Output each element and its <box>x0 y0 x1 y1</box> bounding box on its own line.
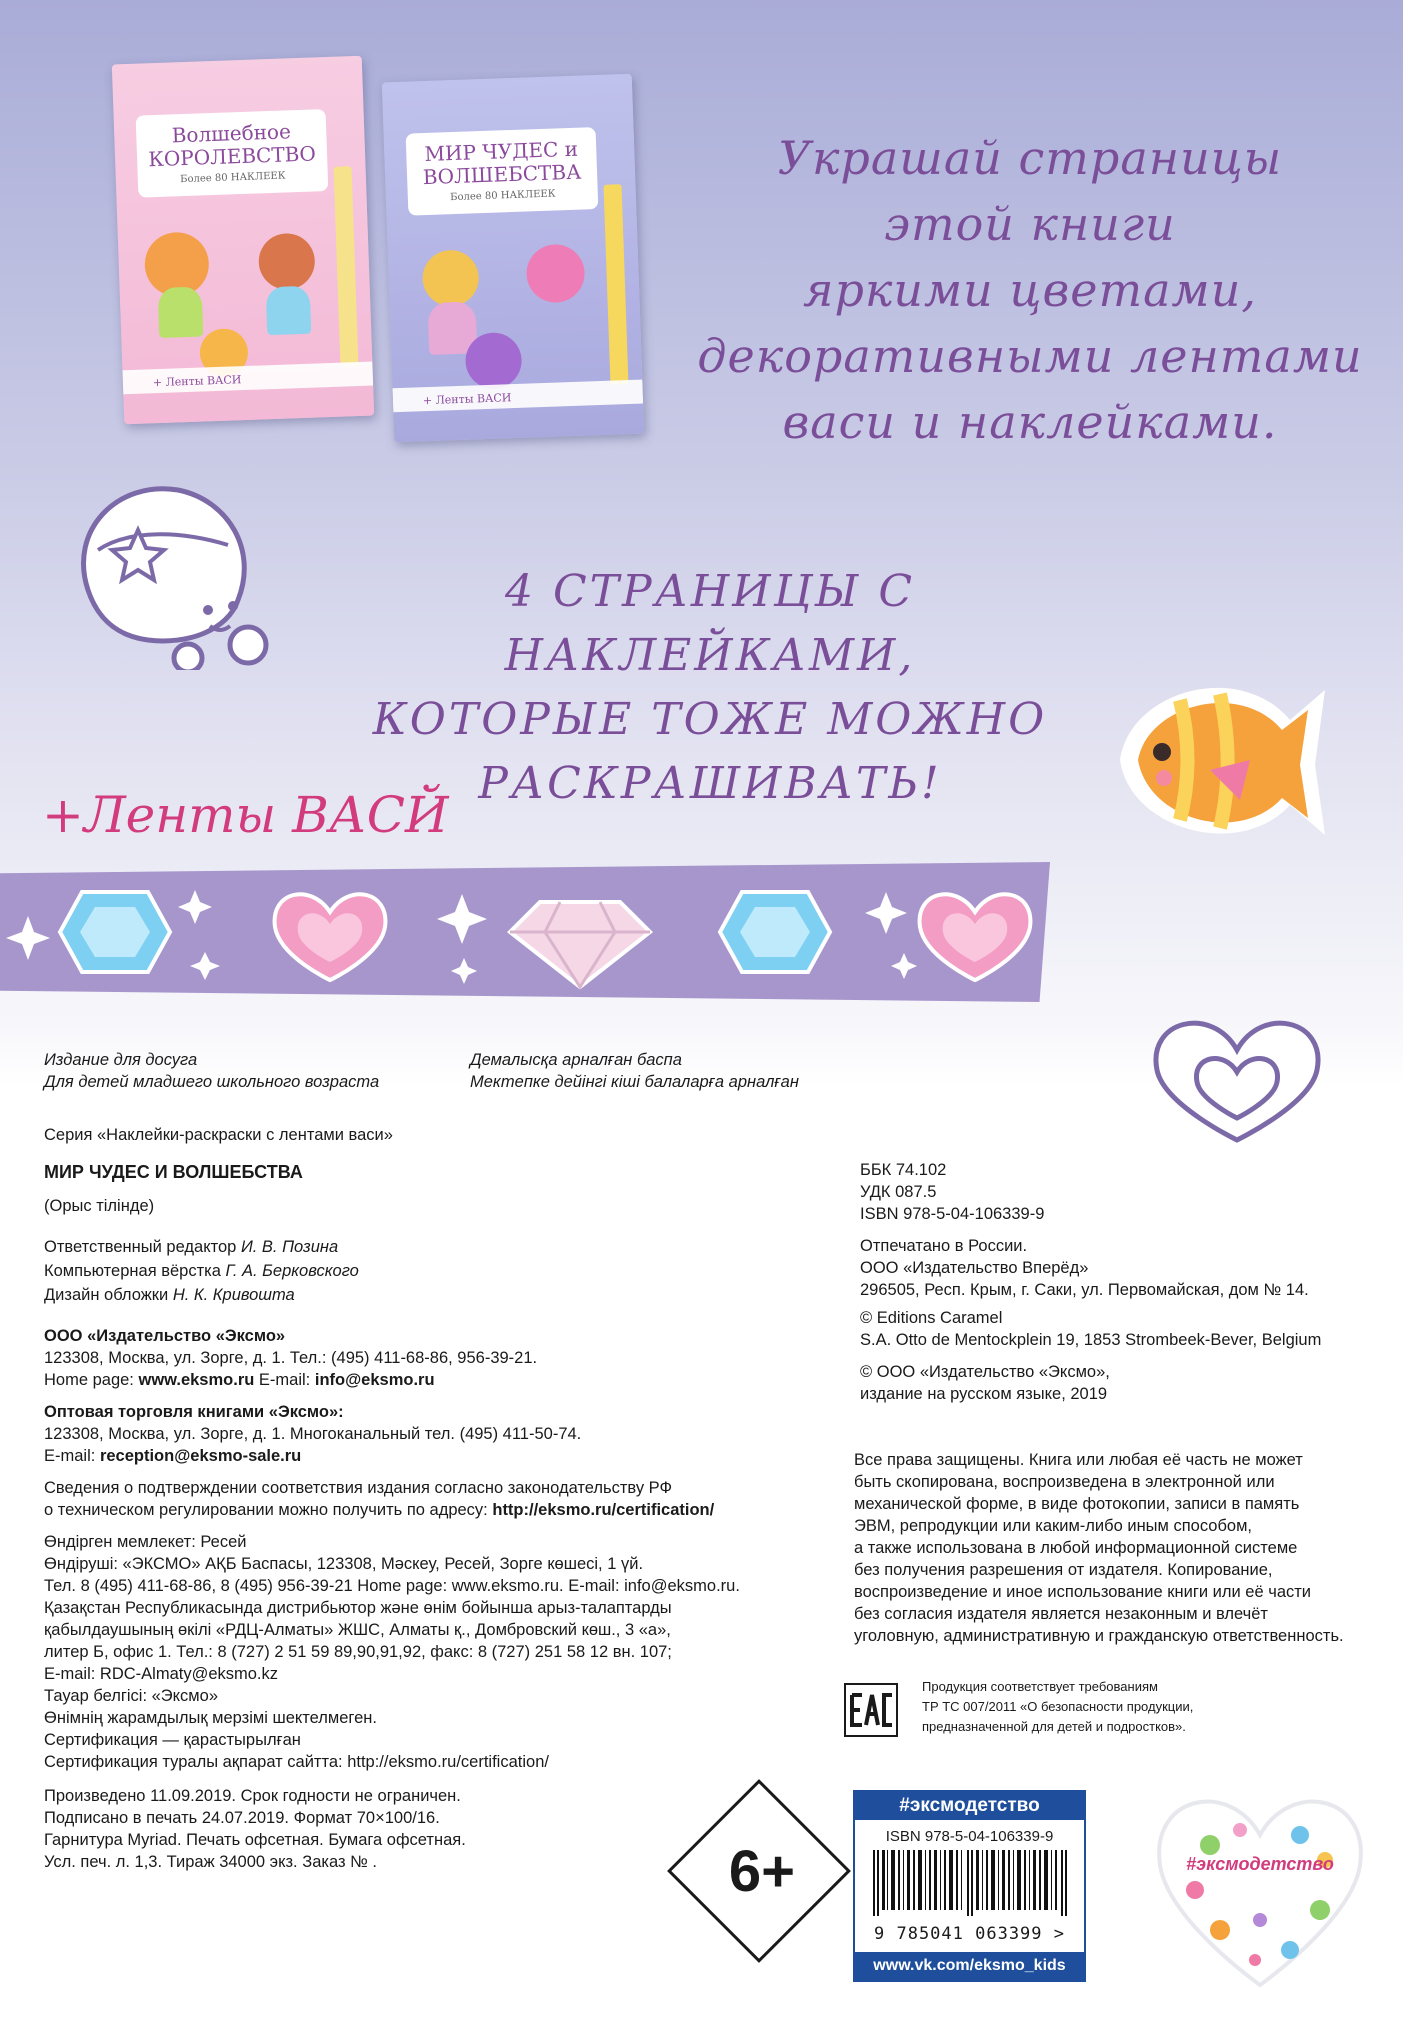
cover-line: Дизайн обложки Н. К. Кривошта <box>44 1286 295 1304</box>
age-kz: Мектепке дейінгі кіші балаларға арналған <box>470 1073 799 1091</box>
book-cover-magic-kingdom <box>112 56 374 425</box>
princess-sticker-icon <box>422 249 480 307</box>
hashtag: #эксмодетство <box>855 1792 1084 1820</box>
publisher-home-link[interactable]: www.eksmo.ru <box>138 1371 255 1389</box>
kz-line: Сертификация туралы ақпарат сайтта: http://eksmo.ru/certification/ <box>44 1753 549 1771</box>
book1-title: Волшебное КОРОЛЕВСТВО <box>147 119 317 172</box>
isbn: ISBN 978-5-04-106339-9 <box>860 1205 1045 1223</box>
rights-line: ЭВМ, репродукции или каким-либо иным способом, <box>854 1517 1252 1535</box>
washi-tape-pattern <box>0 862 1050 1002</box>
publisher-contacts: Home page: www.eksmo.ru E-mail: info@eksmo.ru <box>44 1371 435 1389</box>
editor-line: Ответственный редактор И. В. Позина <box>44 1238 339 1256</box>
princess-dress-icon <box>158 286 204 338</box>
kz-line: Тауар белгісі: «Эксмо» <box>44 1687 219 1705</box>
rights-line: Все права защищены. Книга или любая её часть не может <box>854 1451 1303 1469</box>
rights-line: механической форме, в виде фотокопии, записи в память <box>854 1495 1300 1513</box>
wholesale-email: E-mail: reception@eksmo-sale.ru <box>44 1447 302 1465</box>
publisher-email-link[interactable]: info@eksmo.ru <box>314 1371 435 1389</box>
heart-outline-icon <box>1142 1010 1332 1150</box>
kz-line: Өндіруші: «ЭКСМО» АҚБ Баспасы, 123308, Мәскеу, Ресей, Зорге көшесі, 1 үй. <box>44 1555 644 1573</box>
prod-line: Гарнитура Myriad. Печать офсетная. Бумага офсетная. <box>44 1831 466 1849</box>
printed-line: Отпечатано в России. <box>860 1237 1028 1255</box>
book2-sub: Более 80 НАКЛЕЕК <box>449 188 556 204</box>
heart-icon <box>275 894 386 980</box>
eac-text: Продукция соответствует требованиям <box>922 1679 1158 1694</box>
book2-title: МИР ЧУДЕС и ВОЛШЕБСТВА <box>422 136 582 190</box>
cert-line-1: Сведения о подтверждении соответствия издания согласно законодательству РФ <box>44 1479 673 1497</box>
rights-line: без согласия издателя является незаконным и влечёт <box>854 1605 1268 1623</box>
eac-mark-icon <box>844 1683 898 1737</box>
heart-logo-icon <box>1150 1790 1370 1990</box>
wholesale-name: Оптовая торговля книгами «Эксмо»: <box>44 1403 344 1421</box>
wholesale-address: 123308, Москва, ул. Зорге, д. 1. Многоканальный тел. (495) 411-50-74. <box>44 1425 582 1443</box>
mermaid-sticker-icon <box>526 244 586 304</box>
kz-line: қабылдаушының өкілі «РДЦ-Алматы» ЖШС, Алматы қ., Домбровский көш., 3 «а», <box>44 1621 671 1639</box>
kz-line: E-mail: RDC-Almaty@eksmo.kz <box>44 1665 279 1683</box>
printed-line: 296505, Респ. Крым, г. Саки, ул. Первомайская, дом № 14. <box>860 1281 1309 1299</box>
eac-text: ТР ТС 007/2011 «О безопасности продукции, <box>922 1699 1194 1714</box>
princess-dress-icon <box>266 286 312 336</box>
rights-line: без получения разрешения от издателя. Копирование, <box>854 1561 1273 1579</box>
gem-icon <box>720 892 830 972</box>
udk: УДК 087.5 <box>860 1183 937 1201</box>
rights-line: воспроизведение и иное использование книги или её части <box>854 1583 1312 1601</box>
leisure-ru: Издание для досуга <box>44 1051 198 1069</box>
heart-icon <box>920 894 1031 980</box>
washi-tape-title: +Ленты ВАСЙ <box>42 786 449 844</box>
bbk: ББК 74.102 <box>860 1161 947 1179</box>
kz-line: Тел. 8 (495) 411-68-86, 8 (495) 956-39-21 Home page: www.eksmo.ru. E-mail: info@eksmo.ru. <box>44 1577 740 1595</box>
princess-sticker-icon <box>258 233 316 291</box>
language: (Орыс тілінде) <box>44 1197 155 1215</box>
book2-strip: + Ленты ВАСИ <box>422 391 512 408</box>
caramel-line: © Editions Caramel <box>860 1309 1003 1327</box>
printed-line: ООО «Издательство Вперёд» <box>860 1259 1089 1277</box>
book1-sub: Более 80 НАКЛЕЕК <box>179 170 286 186</box>
kz-line: Өндірген мемлекет: Ресей <box>44 1533 247 1551</box>
prod-line: Произведено 11.09.2019. Срок годности не ограничен. <box>44 1787 461 1805</box>
series: Серия «Наклейки-раскраски с лентами васи» <box>44 1126 393 1144</box>
promo-decorate: Украшай страницы этой книги яркими цветами, декоративными лентами васи и наклейками. <box>697 131 1363 449</box>
heart-hashtag: #эксмодетство <box>1186 1854 1334 1874</box>
eac-text: предназначенной для детей и подростков». <box>922 1719 1186 1734</box>
cert-line-2: о техническом регулировании можно получить по адресу: http://eksmo.ru/certification/ <box>44 1501 715 1519</box>
age-rating: 6+ <box>728 1839 796 1904</box>
rights-line: быть скопирована, воспроизведена в электронной или <box>854 1473 1275 1491</box>
publisher-address: 123308, Москва, ул. Зорге, д. 1. Тел.: (495) 411-68-86, 956-39-21. <box>44 1349 538 1367</box>
leisure-kz: Демалысқа арналған баспа <box>470 1051 682 1069</box>
barcode-block <box>853 1790 1086 1982</box>
publisher-name: ООО «Издательство «Эксмо» <box>44 1327 286 1345</box>
book-cover-world-of-wonders <box>382 74 644 443</box>
mermaid-sticker-icon <box>465 332 523 390</box>
kz-line: Қазақстан Республикасында дистрибьютор және өнім бойынша арыз-талаптарды <box>44 1599 672 1617</box>
book1-strip: + Ленты ВАСИ <box>152 373 242 390</box>
copyright-line: издание на русском языке, 2019 <box>860 1385 1108 1403</box>
kz-line: Сертификация — қарастырылған <box>44 1731 301 1749</box>
barcode-isbn: ISBN 978-5-04-106339-9 <box>885 1828 1054 1845</box>
diamond-icon <box>510 902 650 987</box>
rights-line: а также использована в любой информационной системе <box>854 1539 1298 1557</box>
copyright-line: © ООО «Издательство «Эксмо», <box>860 1363 1110 1381</box>
rights-line: уголовную, административную и гражданскую ответственность. <box>854 1627 1344 1645</box>
prod-line: Подписано в печать 24.07.2019. Формат 70×100/16. <box>44 1809 440 1827</box>
fish-sticker-icon <box>1100 660 1330 860</box>
caramel-line: S.A. Otto de Mentockplein 19, 1853 Strombeek-Bever, Belgium <box>860 1331 1322 1349</box>
cert-link[interactable]: http://eksmo.ru/certification/ <box>492 1501 715 1519</box>
kz-line: литер Б, офис 1. Тел.: 8 (727) 2 51 59 89,90,91,92, факс: 8 (727) 251 58 12 вн. 107; <box>44 1643 672 1661</box>
kz-line: Өнімнің жарамдылық мерзімі шектелмеген. <box>44 1709 377 1727</box>
barcode-icon <box>873 1850 1069 1916</box>
hermit-crab-outline-icon <box>58 470 278 670</box>
barcode-number: 9 785041 063399 > <box>874 1924 1065 1944</box>
prod-line: Усл. печ. л. 1,3. Тираж 34000 экз. Заказ № . <box>44 1853 377 1871</box>
book-title: МИР ЧУДЕС И ВОЛШЕБСТВА <box>44 1162 303 1182</box>
vk-link[interactable]: www.vk.com/eksmo_kids <box>855 1952 1084 1980</box>
promo-sticker-pages: 4 СТРАНИЦЫ С НАКЛЕЙКАМИ, КОТОРЫЕ ТОЖЕ МОЖНО РАСКРАШИВАТЬ! <box>372 566 1048 809</box>
layout-line: Компьютерная вёрстка Г. А. Берковского <box>44 1262 359 1280</box>
age-ru: Для детей младшего школьного возраста <box>44 1073 380 1091</box>
wholesale-email-link[interactable]: reception@eksmo-sale.ru <box>99 1447 302 1465</box>
gem-icon <box>60 892 170 972</box>
